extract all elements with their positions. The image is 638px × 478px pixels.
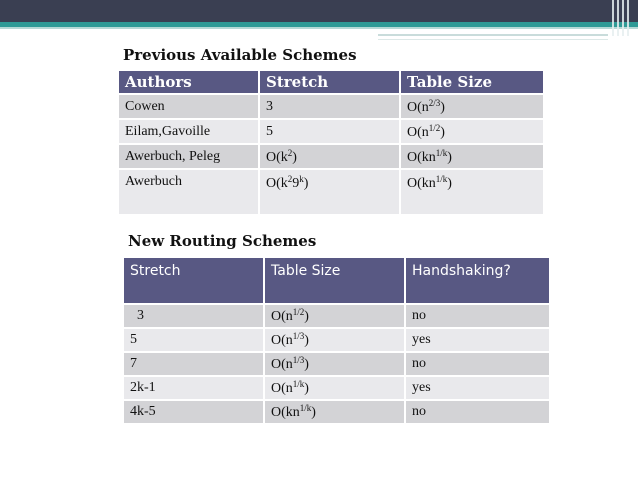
table-size-cell: $O(kn^{1/k})$ bbox=[264, 400, 405, 424]
stretch-cell: 3 bbox=[259, 94, 400, 119]
table-header-row bbox=[123, 257, 550, 304]
column-header: Stretch bbox=[259, 70, 400, 94]
column-header: Table Size bbox=[400, 70, 544, 94]
stretch-cell: $O(k^2)$ bbox=[259, 144, 400, 169]
table-row bbox=[118, 169, 544, 215]
table-size-cell: $O(n^{1/2})$ bbox=[264, 304, 405, 328]
handshaking-cell: yes bbox=[405, 376, 550, 400]
author-cell: Awerbuch, Peleg bbox=[118, 144, 259, 169]
author-cell: Eilam,Gavoille bbox=[118, 119, 259, 144]
header-decor-stripe bbox=[627, 0, 629, 36]
stretch-cell: 5 bbox=[259, 119, 400, 144]
column-header: Stretch bbox=[123, 257, 264, 304]
table-row bbox=[123, 328, 550, 352]
column-header: Authors bbox=[118, 70, 259, 94]
new-schemes-table bbox=[122, 256, 551, 425]
handshaking-cell: no bbox=[405, 304, 550, 328]
table-size-cell: $O(kn^{1/k})$ bbox=[400, 144, 544, 169]
table-row bbox=[123, 400, 550, 424]
table-size-cell: $O(n^{1/3})$ bbox=[264, 352, 405, 376]
header-decor-stripe bbox=[617, 0, 619, 36]
table-row bbox=[118, 119, 544, 144]
section-title-new: New Routing Schemes bbox=[128, 232, 317, 250]
table-size-cell: $O(n^{1/2})$ bbox=[400, 119, 544, 144]
table-size-cell: $O(n^{2/3})$ bbox=[400, 94, 544, 119]
stretch-cell: 3 bbox=[123, 304, 264, 328]
author-cell: Awerbuch bbox=[118, 169, 259, 215]
header-decor-line-2 bbox=[378, 39, 608, 40]
table-header-row bbox=[118, 70, 544, 94]
stretch-cell: 2k-1 bbox=[123, 376, 264, 400]
handshaking-cell: yes bbox=[405, 328, 550, 352]
header-accent-line bbox=[0, 27, 638, 29]
table-size-cell: $O(kn^{1/k})$ bbox=[400, 169, 544, 215]
stretch-cell: 5 bbox=[123, 328, 264, 352]
column-header: Table Size bbox=[264, 257, 405, 304]
handshaking-cell: no bbox=[405, 352, 550, 376]
table-row bbox=[118, 94, 544, 119]
header-decor-stripe bbox=[612, 0, 614, 36]
stretch-cell: $O(k^29^k)$ bbox=[259, 169, 400, 215]
header-bar bbox=[0, 0, 638, 22]
stretch-cell: 7 bbox=[123, 352, 264, 376]
stretch-cell: 4k-5 bbox=[123, 400, 264, 424]
table-row bbox=[123, 352, 550, 376]
section-title-previous: Previous Available Schemes bbox=[123, 46, 357, 64]
table-size-cell: $O(n^{1/k})$ bbox=[264, 376, 405, 400]
header-decor-stripe bbox=[622, 0, 624, 36]
author-cell: Cowen bbox=[118, 94, 259, 119]
column-header: Handshaking? bbox=[405, 257, 550, 304]
header-decor-line bbox=[378, 34, 608, 36]
table-row bbox=[123, 376, 550, 400]
table-row bbox=[123, 304, 550, 328]
previous-schemes-table bbox=[117, 69, 545, 216]
table-size-cell: $O(n^{1/3})$ bbox=[264, 328, 405, 352]
table-row bbox=[118, 144, 544, 169]
handshaking-cell: no bbox=[405, 400, 550, 424]
